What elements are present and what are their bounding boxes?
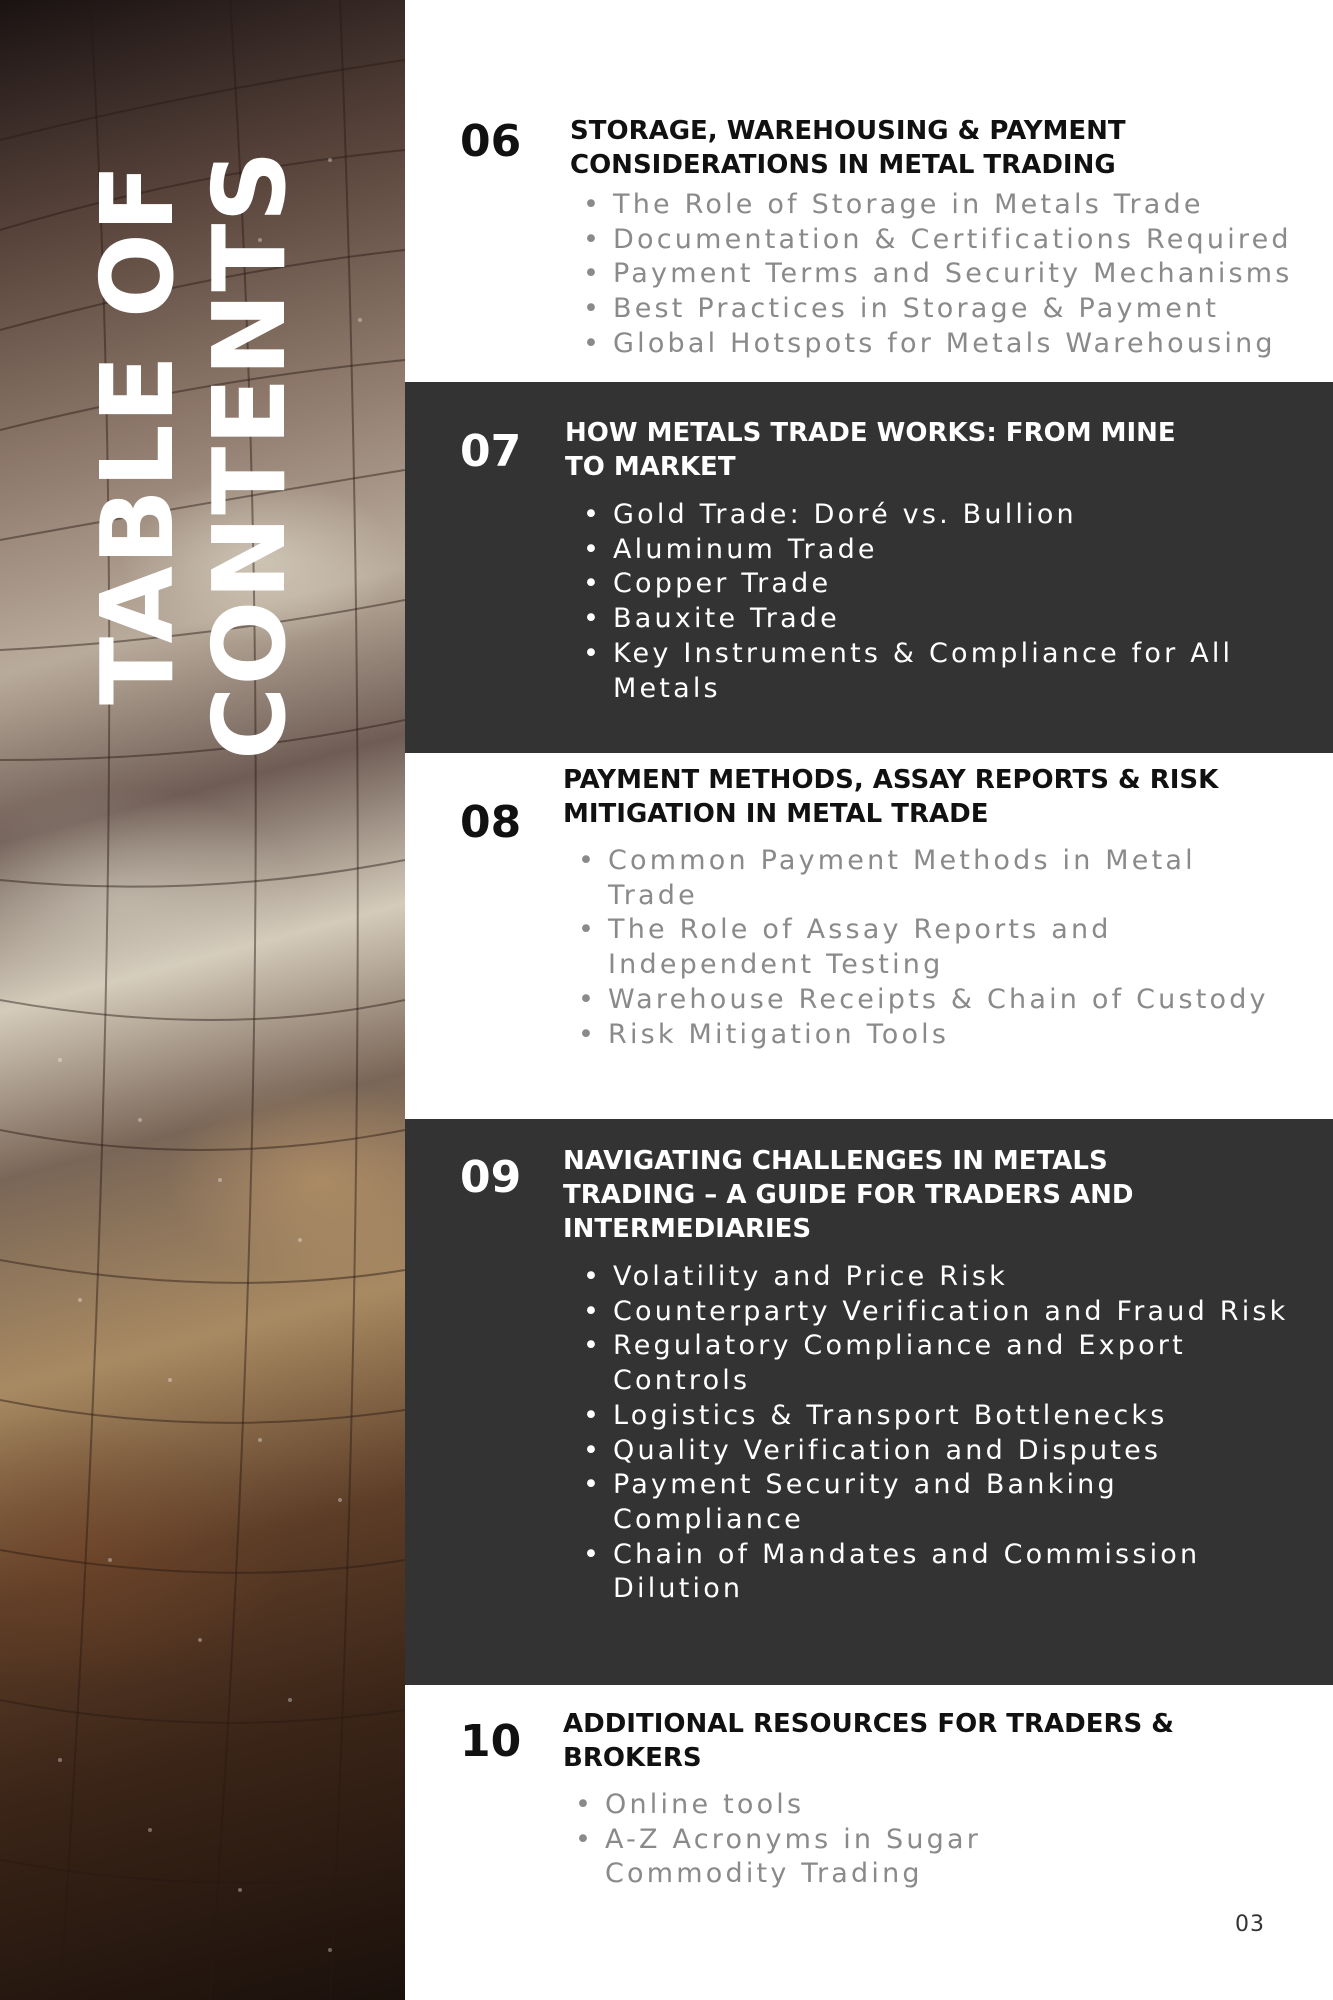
section-topic-list bbox=[575, 498, 1295, 706]
section-topic-list bbox=[570, 844, 1270, 1052]
section-heading bbox=[570, 114, 1126, 182]
section-heading-line: MITIGATION IN METAL TRADE bbox=[563, 799, 989, 829]
section-number: 10 bbox=[460, 1716, 522, 1767]
topic-item[interactable]: • A-Z Acronyms in Sugar Commodity Trading bbox=[567, 1823, 1167, 1892]
section-heading-line: TO MARKET bbox=[565, 452, 736, 482]
section-heading-line: STORAGE, WAREHOUSING & PAYMENT bbox=[570, 116, 1126, 146]
section-heading bbox=[563, 1707, 1174, 1775]
topic-item[interactable]: • Volatility and Price Risk bbox=[575, 1260, 1295, 1295]
section-heading-line: ADDITIONAL RESOURCES FOR TRADERS & bbox=[563, 1709, 1174, 1739]
section-number: 06 bbox=[460, 116, 522, 167]
section-heading-line: INTERMEDIARIES bbox=[563, 1214, 812, 1244]
sidebar-title-line1: TABLE OF bbox=[79, 162, 196, 705]
section-heading bbox=[563, 1144, 1133, 1246]
section-heading-line: PAYMENT METHODS, ASSAY REPORTS & RISK bbox=[563, 765, 1219, 795]
topic-item[interactable]: • Chain of Mandates and Commission Dilution bbox=[575, 1538, 1295, 1607]
section-number: 09 bbox=[460, 1152, 522, 1203]
topic-item[interactable]: • Payment Security and Banking Compliance bbox=[575, 1468, 1295, 1537]
topic-item[interactable]: • The Role of Storage in Metals Trade bbox=[575, 188, 1333, 223]
topic-item[interactable]: • Logistics & Transport Bottlenecks bbox=[575, 1399, 1295, 1434]
section-heading bbox=[563, 763, 1218, 831]
topic-item[interactable]: • Aluminum Trade bbox=[575, 533, 1295, 568]
section-topic-list bbox=[575, 188, 1333, 362]
section-topic-list bbox=[567, 1788, 1167, 1892]
topic-item[interactable]: • Quality Verification and Disputes bbox=[575, 1434, 1295, 1469]
topic-item[interactable]: • Global Hotspots for Metals Warehousing bbox=[575, 327, 1333, 362]
section-heading-line: NAVIGATING CHALLENGES IN METALS bbox=[563, 1146, 1108, 1176]
section-number: 08 bbox=[460, 797, 522, 848]
section-heading-line: HOW METALS TRADE WORKS: FROM MINE bbox=[565, 418, 1176, 448]
topic-item[interactable]: • Regulatory Compliance and Export Controls bbox=[575, 1329, 1295, 1398]
topic-item[interactable]: • Online tools bbox=[567, 1788, 1167, 1823]
topic-item[interactable]: • Best Practices in Storage & Payment bbox=[575, 292, 1333, 327]
topic-item[interactable]: • Copper Trade bbox=[575, 567, 1295, 602]
topic-item[interactable]: • Documentation & Certifications Required bbox=[575, 223, 1333, 258]
sidebar-title-line2: CONTENTS bbox=[191, 149, 308, 760]
section-heading bbox=[565, 416, 1176, 484]
topic-item[interactable]: • Key Instruments & Compliance for All Metals bbox=[575, 637, 1295, 706]
topic-item[interactable]: • Common Payment Methods in Metal Trade bbox=[570, 844, 1270, 913]
section-number: 07 bbox=[460, 426, 522, 477]
topic-item[interactable]: • Bauxite Trade bbox=[575, 602, 1295, 637]
topic-item[interactable]: • Gold Trade: Doré vs. Bullion bbox=[575, 498, 1295, 533]
section-topic-list bbox=[575, 1260, 1295, 1607]
section-heading-line: BROKERS bbox=[563, 1743, 702, 1773]
topic-item[interactable]: • The Role of Assay Reports and Independent Testing bbox=[570, 913, 1270, 982]
topic-item[interactable]: • Payment Terms and Security Mechanisms bbox=[575, 257, 1333, 292]
section-heading-line: CONSIDERATIONS IN METAL TRADING bbox=[570, 150, 1116, 180]
topic-item[interactable]: • Warehouse Receipts & Chain of Custody bbox=[570, 983, 1270, 1018]
topic-item[interactable]: • Risk Mitigation Tools bbox=[570, 1018, 1270, 1053]
section-heading-line: TRADING – A GUIDE FOR TRADERS AND bbox=[563, 1180, 1134, 1210]
topic-item[interactable]: • Counterparty Verification and Fraud Risk bbox=[575, 1295, 1295, 1330]
page-number: 03 bbox=[1235, 1912, 1265, 1937]
cover-image-panel bbox=[0, 0, 405, 2000]
